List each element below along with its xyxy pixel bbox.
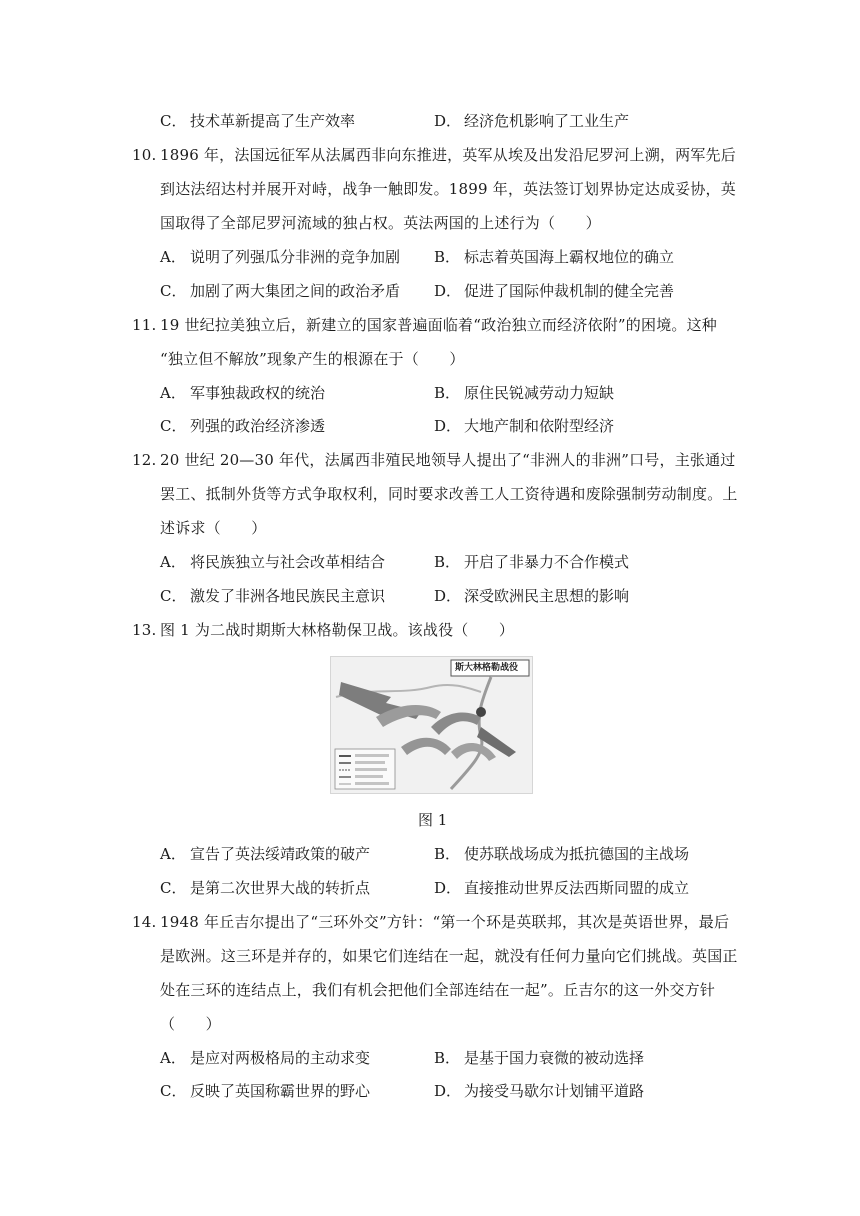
option-letter: B． [434, 845, 461, 863]
option-text: 是第二次世界大战的转折点 [190, 879, 371, 897]
option-text: 激发了非洲各地民族民主意识 [190, 587, 386, 605]
option-letter: C． [160, 417, 187, 435]
option-text: 军事独裁政权的统治 [190, 384, 326, 402]
q11-option-a [160, 383, 325, 403]
q12-line-3: 述诉求（ ） [160, 519, 267, 537]
option-letter: B． [434, 1049, 461, 1067]
q10-number: 10. [132, 146, 157, 164]
q12-option-d [434, 586, 629, 606]
option-text: 列强的政治经济渗透 [190, 417, 326, 435]
q14-option-a [160, 1048, 370, 1068]
option-text: 直接推动世界反法西斯同盟的成立 [464, 879, 690, 897]
q10-option-c [160, 281, 400, 301]
option-letter: C． [160, 879, 187, 897]
option-text: 是应对两极格局的主动求变 [190, 1049, 371, 1067]
q11-line-1: 19 世纪拉美独立后，新建立的国家普遍面临着“政治独立而经济依附”的困境。这种 [160, 316, 717, 334]
q14-option-b [434, 1048, 644, 1068]
q12-line-1: 20 世纪 20—30 年代，法属西非殖民地领导人提出了“非洲人的非洲”口号，主张通过 [160, 451, 736, 469]
q12-option-a [160, 552, 385, 572]
option-text: 原住民锐减劳动力短缺 [464, 384, 615, 402]
q14-number: 14. [132, 913, 157, 931]
option-letter: C． [160, 587, 187, 605]
q13-number: 13. [132, 621, 157, 639]
option-letter: A． [160, 845, 186, 863]
option-text: 加剧了两大集团之间的政治矛盾 [190, 282, 401, 300]
q10-option-a [160, 247, 400, 267]
q10-option-b [434, 247, 674, 267]
option-text: 深受欧洲民主思想的影响 [464, 587, 630, 605]
option-letter: B． [434, 248, 461, 266]
option-letter: D． [434, 417, 462, 435]
option-letter: B． [434, 553, 461, 571]
stalingrad-map-illustration [331, 657, 532, 793]
q12-option-c [160, 586, 385, 606]
q14-option-d [434, 1081, 644, 1101]
option-text: 将民族独立与社会改革相结合 [190, 553, 386, 571]
option-letter: D． [434, 879, 462, 897]
q10-line-3: 国取得了全部尼罗河流域的独占权。英法两国的上述行为（ ） [160, 214, 601, 232]
option-text: 技术革新提高了生产效率 [190, 112, 356, 130]
option-letter: A． [160, 248, 186, 266]
q14-option-c [160, 1081, 370, 1101]
option-letter: C． [160, 282, 187, 300]
option-letter: D． [434, 1082, 462, 1100]
q11-option-c [160, 416, 325, 436]
q14-line-2: 是欧洲。这三环是并存的，如果它们连结在一起，就没有任何力量向它们挑战。英国正 [160, 947, 738, 965]
q12-line-2: 罢工、抵制外货等方式争取权利，同时要求改善工人工资待遇和废除强制劳动制度。上 [160, 485, 738, 503]
option-text: 使苏联战场成为抵抗德国的主战场 [464, 845, 690, 863]
q10-line-1: 1896 年，法国远征军从法属西非向东推进，英军从埃及出发沿尼罗河上溯，两军先后 [160, 146, 736, 164]
stalingrad-map-figure [330, 656, 533, 794]
option-letter: C． [160, 112, 187, 130]
option-text: 为接受马歇尔计划铺平道路 [464, 1082, 645, 1100]
q13-option-d [434, 878, 689, 898]
option-letter: A． [160, 384, 186, 402]
option-letter: B． [434, 384, 461, 402]
option-text: 大地产制和依附型经济 [464, 417, 615, 435]
option-letter: D． [434, 112, 462, 130]
q14-line-4: （ ） [160, 1015, 221, 1033]
map-title: 斯大林格勒战役 [455, 663, 519, 673]
q12-option-b [434, 552, 629, 572]
q11-number: 11. [132, 316, 157, 334]
option-text: 反映了英国称霸世界的野心 [190, 1082, 371, 1100]
option-text: 说明了列强瓜分非洲的竞争加剧 [190, 248, 401, 266]
q13-option-b [434, 844, 689, 864]
q13-option-c [160, 878, 370, 898]
q13-line-1: 图 1 为二战时期斯大林格勒保卫战。该战役（ ） [160, 621, 515, 639]
q9-option-d [434, 111, 629, 131]
q11-line-2: “独立但不解放”现象产生的根源在于（ ） [160, 350, 465, 368]
q9-option-c [160, 111, 355, 131]
option-letter: A． [160, 553, 186, 571]
q10-option-d [434, 281, 674, 301]
option-text: 标志着英国海上霸权地位的确立 [464, 248, 675, 266]
option-letter: A． [160, 1049, 186, 1067]
option-text: 开启了非暴力不合作模式 [464, 553, 630, 571]
q13-option-a [160, 844, 370, 864]
option-letter: C． [160, 1082, 187, 1100]
option-letter: D． [434, 587, 462, 605]
q14-line-1: 1948 年丘吉尔提出了“三环外交”方针：“第一个环是英联邦，其次是英语世界，最后 [160, 913, 730, 931]
q14-line-3: 处在三环的连结点上，我们有机会把他们全部连结在一起”。丘吉尔的这一外交方针 [160, 981, 716, 999]
figure-caption: 图 1 [418, 811, 448, 829]
option-text: 是基于国力衰微的被动选择 [464, 1049, 645, 1067]
option-text: 促进了国际仲裁机制的健全完善 [464, 282, 675, 300]
q11-option-d [434, 416, 614, 436]
q10-line-2: 到达法绍达村并展开对峙，战争一触即发。1899 年，英法签订划界协定达成妥协，英 [160, 180, 736, 198]
option-text: 宣告了英法绥靖政策的破产 [190, 845, 371, 863]
q11-option-b [434, 383, 614, 403]
q12-number: 12. [132, 451, 157, 469]
option-letter: D． [434, 282, 462, 300]
option-text: 经济危机影响了工业生产 [464, 112, 630, 130]
